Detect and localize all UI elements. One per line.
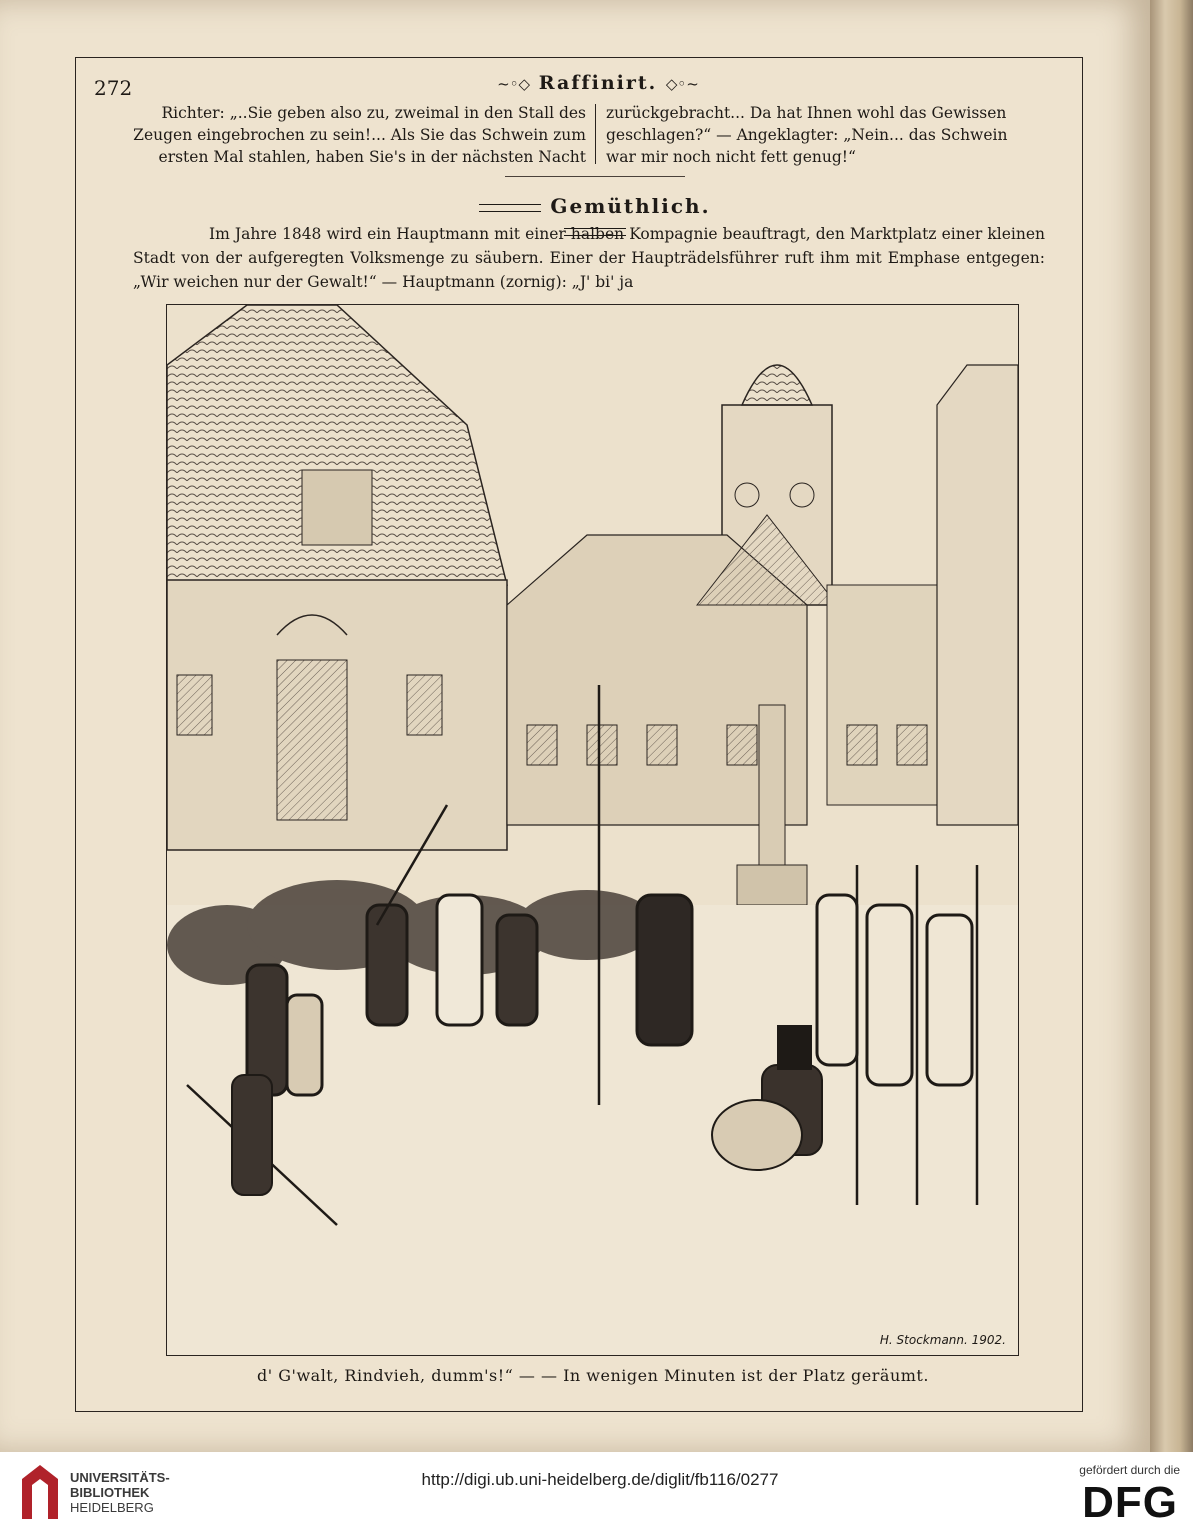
story-title-raffinirt: [478, 72, 718, 94]
section-rule: [505, 176, 685, 177]
university-line-3: HEIDELBERG: [70, 1500, 154, 1515]
title-ornament-left: ~◦◇: [497, 75, 531, 93]
story-title-text: Raffinirt.: [538, 72, 658, 94]
permalink-url[interactable]: http://digi.ub.uni-heidelberg.de/diglit/fb116/0277: [421, 1470, 779, 1489]
anecdote-paragraph: Im Jahre 1848 wird ein Hauptmann mit einer halben Kompagnie beauftragt, den Marktplatz einer kleinen Stadt von der aufgeregten Volksmenge zu säubern. Einer der Haupträdelsführer ruft ihm mit Emphase entgegen: „Wir weichen nur der Gewalt!“ — Hauptmann (zornig): „J' bi' ja: [133, 225, 1045, 291]
title-bar-left: [479, 204, 541, 212]
funded-by-label: gefördert durch die: [1079, 1463, 1180, 1477]
page-edge: [1150, 0, 1193, 1452]
anecdote-text: [133, 222, 1045, 294]
university-line-1: UNIVERSITÄTS-: [70, 1470, 170, 1485]
page-number: 272: [94, 76, 133, 100]
dfg-logo: DFG: [1082, 1478, 1178, 1527]
market-square-illustration: [166, 304, 1019, 1356]
footer-bar: [0, 1452, 1193, 1536]
story1-column-left: Richter: „..Sie geben also zu, zweimal in den Stall des Zeugen eingebrochen zu sein!... Als Sie das Schwein zum ersten Mal stahlen, haben Sie's in der nächsten Nacht: [133, 104, 586, 166]
story1-column-right: zurückgebracht... Da hat Ihnen wohl das Gewissen geschlagen?“ — Angeklagter: „Nein... das Schwein war mir noch nicht fett genug!“: [606, 104, 1008, 166]
university-name: [70, 1470, 170, 1515]
artist-signature: H. Stockmann. 1902.: [879, 1333, 1006, 1347]
column-divider: [595, 104, 596, 164]
section-title-text: Gemüthlich.: [550, 194, 711, 218]
illustration-caption: d' G'walt, Rindvieh, dumm's!“ — — In wenigen Minuten ist der Platz geräumt.: [257, 1366, 929, 1385]
engraving-drawing: [167, 305, 1018, 1355]
title-ornament-right: ◇◦~: [665, 75, 699, 93]
university-line-2: BIBLIOTHEK: [70, 1485, 150, 1500]
university-library-logo-icon: [18, 1461, 62, 1523]
